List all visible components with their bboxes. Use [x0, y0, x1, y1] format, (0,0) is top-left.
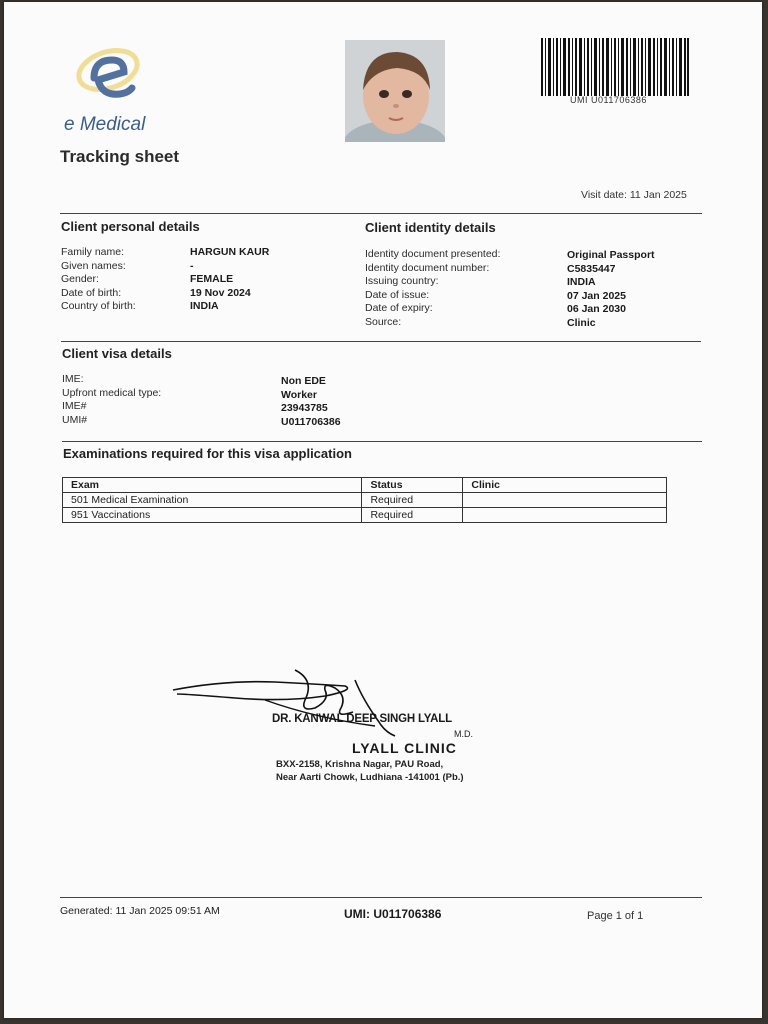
page-number: Page 1 of 1 [587, 910, 644, 922]
date-of-expiry-value: 06 Jan 2030 [567, 303, 626, 315]
visit-date: Visit date: 11 Jan 2025 [581, 189, 687, 201]
gender-label: Gender: [61, 273, 99, 285]
logo-text: e Medical [64, 114, 146, 135]
ime-label: IME: [62, 373, 84, 385]
barcode-text: UMI U011706386 [570, 95, 647, 105]
personal-values [190, 246, 269, 314]
identity-labels [365, 248, 500, 329]
issuing-country-value: INDIA [567, 276, 596, 288]
status-cell: Required [362, 493, 463, 508]
gender-value: FEMALE [190, 273, 234, 285]
generated-timestamp: Generated: 11 Jan 2025 09:51 AM [60, 905, 220, 917]
table-row [63, 493, 667, 508]
ime-value: Non EDE [281, 375, 326, 387]
table-header-row [63, 478, 667, 493]
footer-umi: UMI: U011706386 [344, 907, 442, 921]
family-name-label: Family name: [61, 246, 125, 258]
date-of-issue-label: Date of issue: [365, 288, 430, 301]
country-of-birth-value: INDIA [190, 300, 219, 312]
clinic-address-line1: BXX-2158, Krishna Nagar, PAU Road, [276, 759, 444, 770]
id-document-presented-label: Identity document presented: [365, 248, 501, 260]
dob-value: 19 Nov 2024 [190, 286, 251, 299]
id-document-number-label: Identity document number: [365, 261, 490, 274]
given-names-label: Given names: [61, 259, 126, 272]
exam-cell: 501 Medical Examination [63, 493, 362, 508]
ime-number-label: IME# [62, 400, 87, 412]
barcode [541, 38, 689, 96]
dob-label: Date of birth: [61, 286, 122, 299]
clinic-cell [463, 493, 667, 508]
identity-details-title: Client identity details [365, 220, 496, 235]
ime-number-value: 23943785 [281, 402, 328, 414]
personal-labels [61, 246, 136, 314]
clinic-name: LYALL CLINIC [352, 740, 457, 756]
upfront-medical-type-label: Upfront medical type: [62, 386, 162, 399]
issuing-country-label: Issuing country: [365, 275, 439, 287]
date-of-expiry-label: Date of expiry: [365, 302, 433, 314]
exam-column-header: Exam [63, 478, 362, 493]
status-cell: Required [362, 508, 463, 523]
doctor-name: DR. KANWAL DEEP SINGH LYALL [272, 713, 452, 725]
clinic-column-header: Clinic [463, 478, 667, 493]
emedical-logo-icon [72, 40, 144, 110]
visa-labels [62, 373, 161, 427]
clinic-cell [463, 508, 667, 523]
family-name-value: HARGUN KAUR [190, 246, 270, 258]
source-label: Source: [365, 315, 402, 328]
divider [60, 897, 702, 898]
umi-number-label: UMI# [62, 413, 88, 426]
upfront-medical-type-value: Worker [281, 388, 317, 401]
page-title: Tracking sheet [60, 147, 180, 166]
table-row [63, 508, 667, 523]
exam-cell: 951 Vaccinations [63, 508, 362, 523]
status-column-header: Status [362, 478, 463, 493]
personal-details-title: Client personal details [61, 219, 200, 234]
source-value: Clinic [567, 316, 596, 329]
id-document-presented-value: Original Passport [567, 249, 655, 261]
id-document-number-value: C5835447 [567, 262, 616, 275]
client-photo [345, 40, 445, 142]
visa-details-title: Client visa details [62, 346, 172, 361]
country-of-birth-label: Country of birth: [61, 300, 136, 312]
signature [165, 660, 405, 740]
divider [62, 441, 702, 442]
clinic-address-line2: Near Aarti Chowk, Ludhiana -141001 (Pb.) [276, 772, 464, 783]
doctor-degree: M.D. [454, 729, 473, 739]
identity-values [567, 249, 655, 330]
exams-table [62, 477, 667, 523]
umi-number-value: U011706386 [281, 415, 341, 428]
divider [60, 213, 702, 214]
visa-values [281, 375, 341, 429]
date-of-issue-value: 07 Jan 2025 [567, 289, 626, 302]
divider [61, 341, 701, 342]
given-names-value: - [190, 259, 194, 272]
exams-title: Examinations required for this visa application [63, 446, 352, 461]
